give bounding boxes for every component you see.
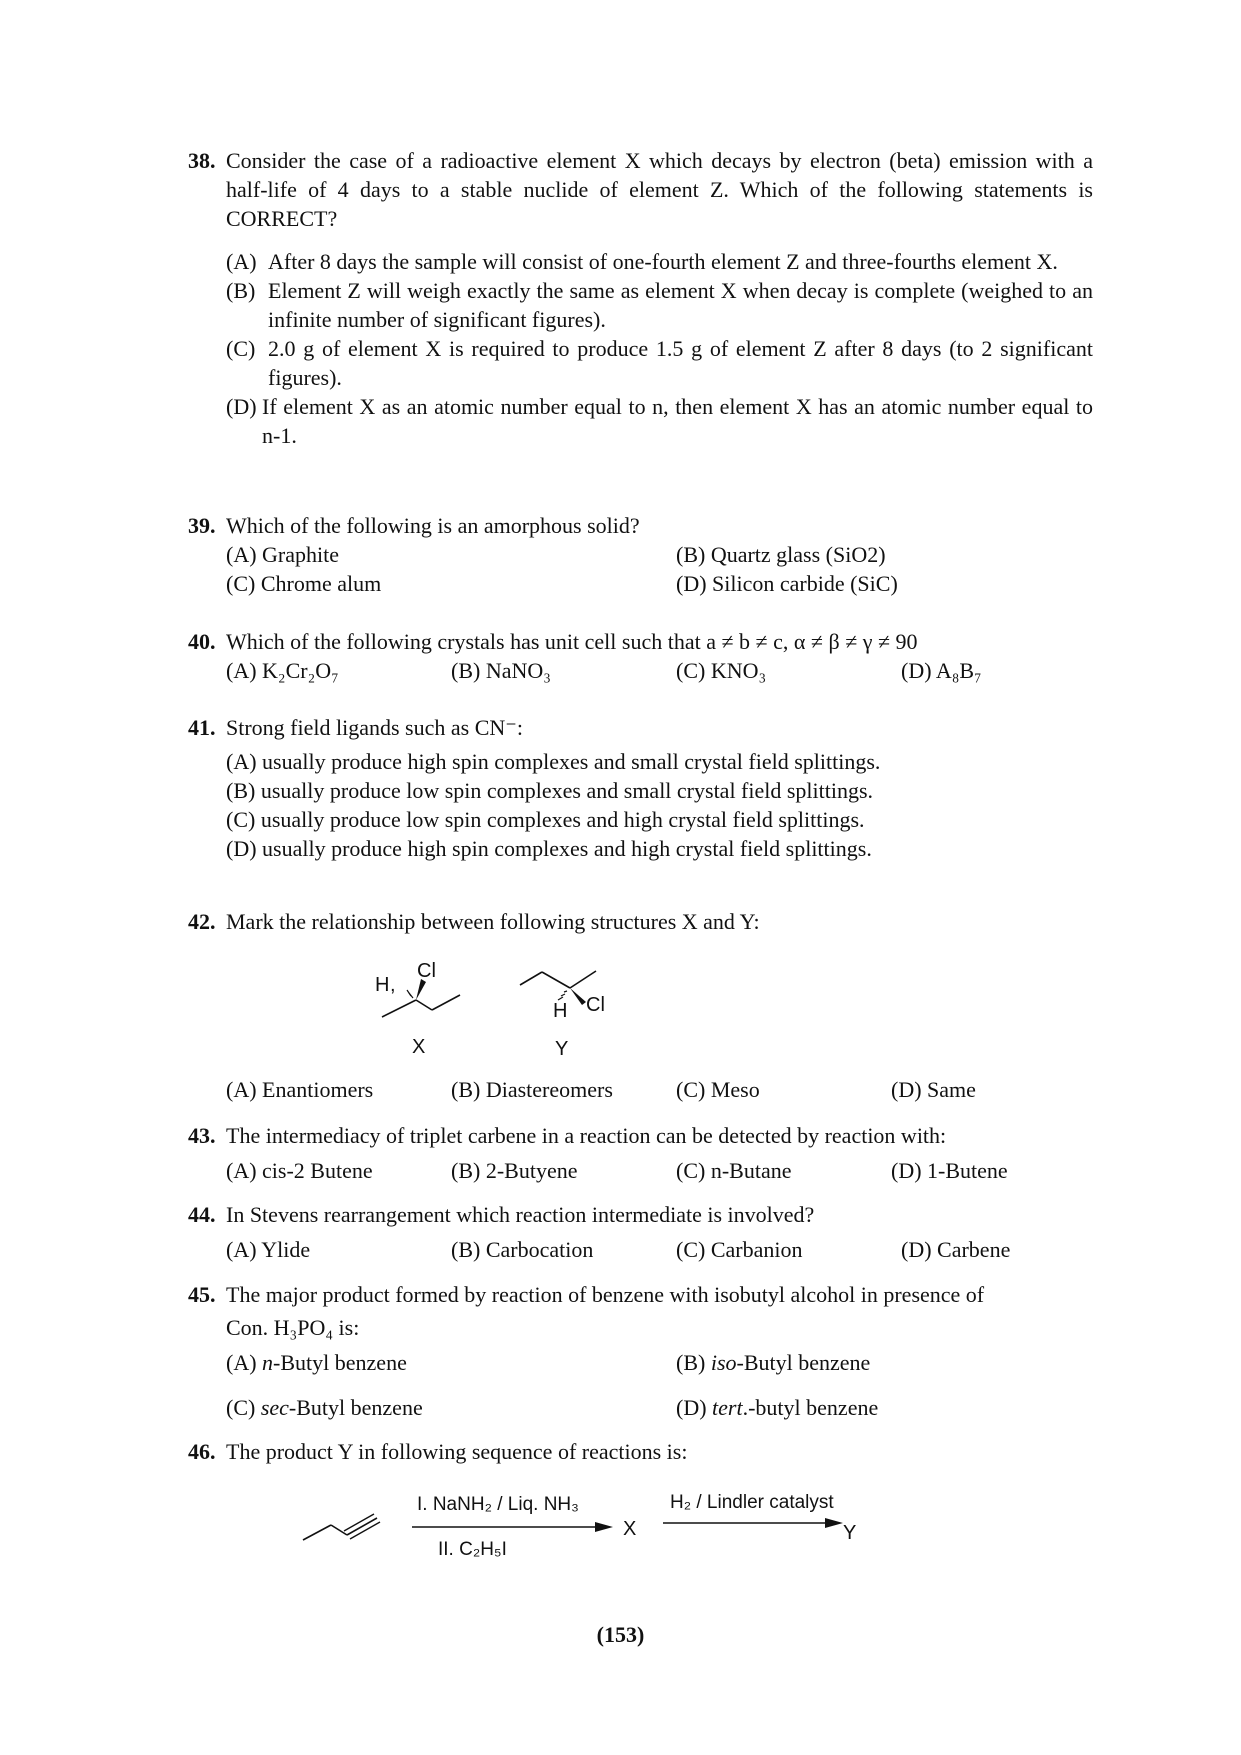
arrow-2 bbox=[663, 1518, 843, 1528]
question-40 bbox=[188, 627, 1093, 685]
hydrogen-label: H bbox=[553, 1000, 568, 1022]
question-text: The product Y in following sequence of reactions is: bbox=[226, 1439, 688, 1464]
question-44 bbox=[188, 1200, 1093, 1264]
reagent-1: I. NaNH₂ / Liq. NH₃ bbox=[417, 1494, 579, 1515]
question-number: 39. bbox=[188, 513, 216, 538]
chlorine-label: Cl bbox=[586, 994, 605, 1016]
chlorine-label: Cl bbox=[417, 960, 436, 982]
intermediate-x: X bbox=[623, 1518, 637, 1540]
hydrogen-label: H bbox=[375, 974, 390, 996]
question-38 bbox=[188, 146, 1093, 450]
option-c: (C) sec-Butyl benzene bbox=[226, 1395, 423, 1420]
question-number: 42. bbox=[188, 909, 216, 934]
wedge-bond bbox=[570, 988, 586, 1005]
wedge-bond bbox=[416, 979, 426, 1000]
product-y: Y bbox=[843, 1522, 857, 1544]
question-46 bbox=[188, 1437, 1093, 1466]
label-y: Y bbox=[555, 1038, 569, 1060]
question-text: Which of the following is an amorphous solid? bbox=[226, 513, 640, 538]
option-c: (C) Carbanion bbox=[676, 1237, 803, 1262]
option-b: (B) Diastereomers bbox=[451, 1077, 613, 1102]
option-a: (A) usually produce high spin complexes and small crystal field splittings. bbox=[226, 749, 881, 774]
question-number: 43. bbox=[188, 1123, 216, 1148]
question-42 bbox=[188, 907, 1093, 936]
question-text: Which of the following crystals has unit cell such that a ≠ b ≠ c, α ≠ β ≠ γ ≠ 90 bbox=[226, 629, 918, 654]
structure-y bbox=[520, 971, 605, 1060]
option-b: (B) usually produce low spin complexes and small crystal field splittings. bbox=[226, 778, 874, 803]
option-a: (A) K₂Cr₂O₇ bbox=[226, 658, 339, 683]
option-b: (B) NaNO₃ bbox=[451, 658, 551, 683]
option-b: (B) Element Z will weigh exactly the same as element X when decay is complete (weighed to an infinite number of significant figures). bbox=[226, 278, 1093, 332]
question-number: 44. bbox=[188, 1202, 216, 1227]
option-a: (A) cis-2 Butene bbox=[226, 1158, 373, 1183]
question-number: 41. bbox=[188, 715, 216, 740]
alkyne-structure bbox=[303, 1514, 380, 1540]
question-text-cont: Con. H₃PO₄ is: bbox=[226, 1315, 360, 1340]
option-a: (A) Graphite bbox=[226, 542, 340, 567]
option-d: (D) tert.-butyl benzene bbox=[676, 1395, 879, 1420]
option-c: (C) n-Butane bbox=[676, 1158, 792, 1183]
option-d: (D) 1-Butene bbox=[891, 1158, 1008, 1183]
option-b: (B) iso-Butyl benzene bbox=[676, 1350, 871, 1375]
question-text: In Stevens rearrangement which reaction intermediate is involved? bbox=[226, 1202, 815, 1227]
question-text: The intermediacy of triplet carbene in a reaction can be detected by reaction with: bbox=[226, 1123, 947, 1148]
option-c: (C) Meso bbox=[676, 1077, 760, 1102]
question-text: Mark the relationship between following structures X and Y: bbox=[226, 909, 760, 934]
option-c: (C) KNO₃ bbox=[676, 658, 767, 683]
question-42-options bbox=[188, 1075, 1093, 1104]
option-d: (D) Same bbox=[891, 1077, 976, 1102]
option-d: (D) A₈B₇ bbox=[901, 658, 982, 683]
reagent-2: II. C₂H₅I bbox=[438, 1539, 507, 1560]
question-number: 40. bbox=[188, 629, 216, 654]
option-c: (C) 2.0 g of element X is required to produce 1.5 g of element Z after 8 days (to 2 significant figures). bbox=[226, 336, 1093, 390]
option-d: (D) Silicon carbide (SiC) bbox=[676, 571, 898, 596]
option-a: (A) After 8 days the sample will consist of one-fourth element Z and three-fourths element X. bbox=[226, 249, 1058, 274]
question-text: Strong field ligands such as CN⁻: bbox=[226, 715, 523, 740]
question-41 bbox=[188, 713, 1093, 863]
option-a: (A) n-Butyl benzene bbox=[226, 1350, 407, 1375]
reaction-scheme bbox=[295, 1485, 895, 1575]
structures-x-y bbox=[360, 955, 640, 1065]
arrow-1 bbox=[412, 1522, 613, 1532]
option-c: (C) Chrome alum bbox=[226, 571, 382, 596]
question-text: The major product formed by reaction of benzene with isobutyl alcohol in presence of bbox=[226, 1282, 985, 1307]
reagent-3: H₂ / Lindler catalyst bbox=[670, 1492, 834, 1513]
option-a: (A) Ylide bbox=[226, 1237, 311, 1262]
svg-text:,: , bbox=[390, 974, 396, 996]
option-d: (D) Carbene bbox=[901, 1237, 1011, 1262]
question-text: Consider the case of a radioactive element X which decays by electron (beta) emission with a half-life of 4 days to a stable nuclide of element Z. Which of the following statements is CORRECT? bbox=[226, 148, 1093, 231]
question-number: 45. bbox=[188, 1282, 216, 1307]
structure-x bbox=[375, 960, 460, 1058]
option-d: (D) usually produce high spin complexes and high crystal field splittings. bbox=[226, 836, 872, 861]
label-x: X bbox=[412, 1036, 426, 1058]
option-b: (B) Quartz glass (SiO2) bbox=[676, 542, 886, 567]
page-number: (153) bbox=[596, 1622, 645, 1647]
option-a: (A) Enantiomers bbox=[226, 1077, 374, 1102]
option-b: (B) Carbocation bbox=[451, 1237, 594, 1262]
question-39 bbox=[188, 511, 1093, 598]
question-number: 46. bbox=[188, 1439, 216, 1464]
question-43 bbox=[188, 1121, 1093, 1185]
option-c: (C) usually produce low spin complexes and high crystal field splittings. bbox=[226, 807, 865, 832]
question-45 bbox=[188, 1280, 1093, 1422]
option-d: (D) If element X as an atomic number equal to n, then element X has an atomic number equal to n-1. bbox=[226, 394, 1093, 448]
option-b: (B) 2-Butyene bbox=[451, 1158, 578, 1183]
question-number: 38. bbox=[188, 148, 216, 173]
